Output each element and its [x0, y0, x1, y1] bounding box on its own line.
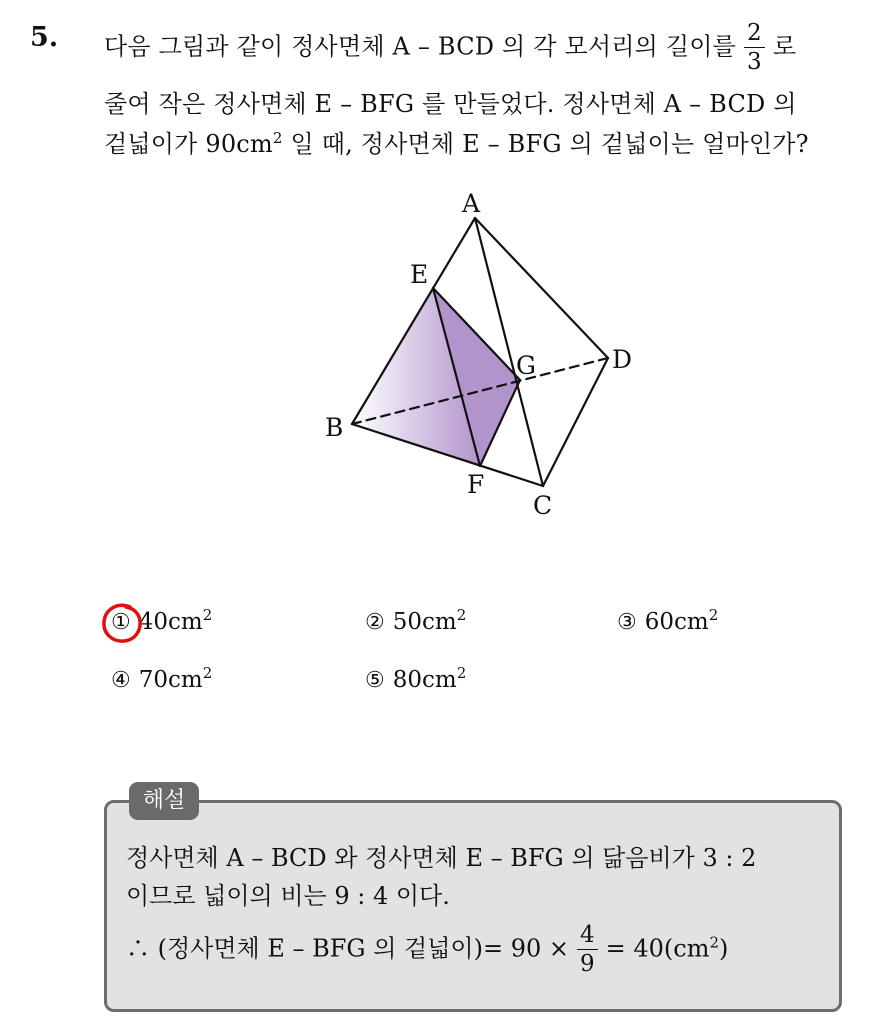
solution-line-3 — [126, 924, 728, 976]
vertex-label-f: F — [467, 470, 485, 499]
solution-line-3-close: ) — [719, 934, 729, 963]
vertex-label-b: B — [325, 413, 344, 442]
choice-3[interactable] — [617, 606, 719, 635]
question-number: 5. — [30, 22, 59, 53]
choice-2-sup: 2 — [456, 606, 467, 624]
choice-2[interactable] — [365, 606, 467, 635]
question-text-3-pre: 겉넓이가 90cm — [104, 130, 273, 158]
choice-3-sup: 2 — [708, 606, 719, 624]
choice-3-value: 60cm — [644, 609, 709, 635]
vertex-label-e: E — [410, 260, 429, 289]
choice-5[interactable] — [365, 664, 467, 693]
question-line-2: 줄여 작은 정사면체 E – BFG 를 만들었다. 정사면체 A – BCD 의 — [104, 90, 797, 118]
edge-ad — [475, 218, 608, 358]
choice-1-value: 40cm — [138, 609, 203, 635]
choice-4-sup: 2 — [202, 664, 213, 682]
solution-tab: 해설 — [129, 782, 199, 820]
question-text-3-sup: 2 — [272, 129, 283, 147]
vertex-label-c: C — [533, 491, 553, 520]
choice-5-value: 80cm — [392, 667, 457, 693]
question-text-1: 다음 그림과 같이 정사면체 A – BCD 의 각 모서리의 길이를 — [104, 32, 736, 61]
question-text-3-post: 일 때, 정사면체 E – BFG 의 겉넓이는 얼마인가? — [282, 130, 809, 158]
solution-line-3-sup: 2 — [709, 933, 719, 952]
choice-5-sup: 2 — [456, 664, 467, 682]
choice-4-value: 70cm — [138, 667, 203, 693]
choice-2-mark: ② — [365, 610, 385, 635]
choice-4[interactable] — [111, 664, 213, 693]
edge-cd — [543, 358, 608, 486]
vertex-label-a: A — [462, 189, 481, 218]
solution-line-3-post: = 40(cm — [605, 934, 710, 963]
fraction-denominator: 3 — [747, 49, 762, 75]
solution-fraction-numerator: 4 — [577, 924, 598, 950]
answer-circle-mark — [100, 601, 144, 645]
vertex-label-g: G — [516, 351, 536, 380]
choice-1-mark: ① — [111, 610, 131, 635]
solution-line-3-pre: ∴ (정사면체 E – BFG 의 겉넓이)= 90 × — [126, 934, 569, 963]
choice-2-value: 50cm — [392, 609, 457, 635]
choice-3-mark: ③ — [617, 610, 637, 635]
choice-5-mark: ⑤ — [365, 668, 385, 693]
vertex-label-d: D — [612, 345, 633, 374]
solution-line-2: 이므로 넓이의 비는 9 : 4 이다. — [126, 882, 450, 910]
solution-line-1: 정사면체 A – BCD 와 정사면체 E – BFG 의 닮음비가 3 : 2 — [126, 844, 757, 872]
fraction-numerator: 2 — [744, 22, 765, 48]
question-text-1-tail: 로 — [772, 32, 797, 61]
choice-4-mark: ④ — [111, 668, 131, 693]
solution-fraction-denominator: 9 — [579, 951, 595, 977]
choice-1-sup: 2 — [202, 606, 213, 624]
solution-fraction — [577, 924, 598, 976]
